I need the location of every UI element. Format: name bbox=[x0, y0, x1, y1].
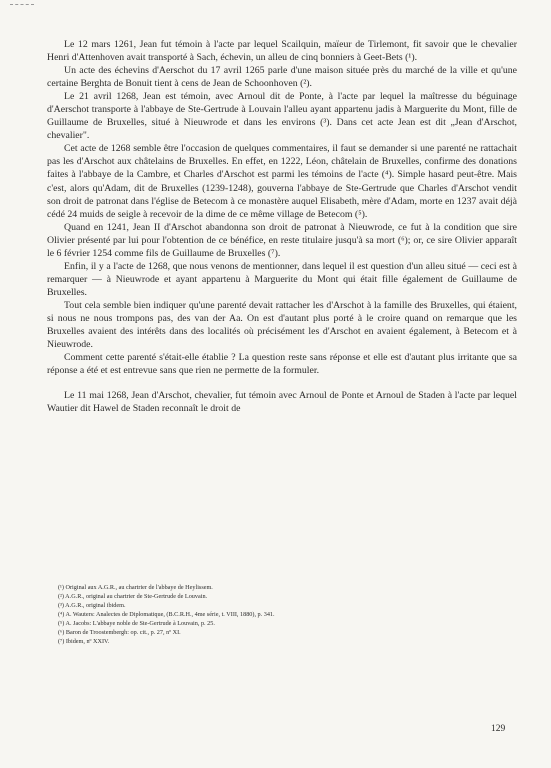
paragraph: Tout cela semble bien indiquer qu'une parenté devait rattacher les d'Arschot à la famille des Bruxelles, qui étaient, si nous ne nous trompons pas, des van der Aa. On est d'autant plus porté à le croire quand on remarque que les Bruxelles avaient des intérêts dans des localités où précisément les d'Arschot en avaient également, à Betecom et à Nieuwrode. bbox=[47, 299, 517, 351]
paragraph: Le 12 mars 1261, Jean fut témoin à l'acte par lequel Scailquin, maïeur de Tirlemont, fit savoir que le chevalier Henri d'Attenhoven avait transporté à Sach, échevin, un alleu de cinq bonniers à Geet-Bets (¹). bbox=[47, 39, 517, 64]
paragraph: Comment cette parenté s'était-elle établie ? La question reste sans réponse et elle est d'autant plus irritante que sa réponse a été et est entrevue sans que rien ne permette de la formuler. bbox=[47, 352, 517, 377]
paragraph: Un acte des échevins d'Aerschot du 17 avril 1265 parle d'une maison située près du marché de la ville et qu'une certaine Berghta de Bonuit tient à cens de Jean de Schoonhoven (²). bbox=[47, 65, 517, 90]
paragraph: Quand en 1241, Jean II d'Arschot abandonna son droit de patronat à Nieuwrode, ce fut à la condition que sire Olivier présenté par lui pour l'obtention de ce bénéfice, en reste titulaire jusqu'à sa mort (⁶); or, ce sire Olivier apparaît le 6 février 1254 comme fils de Guillaume de Bruxelles (⁷). bbox=[47, 221, 517, 259]
footnote: (⁶) Baron de Troostembergh: op. cit., p. 27, nº XI. bbox=[58, 629, 181, 637]
paragraph: Enfin, il y a l'acte de 1268, que nous venons de mentionner, dans lequel il est question d'un alleu situé — ceci est à remarquer — à Nieuwrode et ayant appartenu à Marguerite du Mont qui était fille également de Guillaume de Bruxelles. bbox=[47, 260, 517, 298]
footnote: (⁴) A. Wauters: Analectes de Diplomatique, (B.C.R.H., 4me série, t. VIII, 1880), p. 341. bbox=[58, 611, 275, 619]
footnote: (³) A.G.R., original ibidem. bbox=[58, 602, 126, 610]
footnote: (²) A.G.R., original au chartrier de Ste-Gertrude de Louvain. bbox=[58, 593, 208, 601]
paragraph: Cet acte de 1268 semble être l'occasion de quelques commentaires, il faut se demander si une parenté ne rattachait pas les d'Arschot aux châtelains de Bruxelles. En effet, en 1222, Léon, châtelain de Bruxelles, confirme des donations faites à l'abbaye de la Cambre, et Charles d'Arschot est parmi les témoins de l'acte (⁴). Simple hasard peut-être. Mais c'est, alors qu'Adam, dit de Bruxelles (1239-1248), gouverna l'abbaye de Ste-Gertrude que Charles d'Arschot vendit son droit de patronat dans l'église de Betecom à ce monastère auquel Elisabeth, mère d'Adam, morte en 1237 avait déjà cédé 24 muids de seigle à recevoir de la dime de ce même village de Betecom (⁵). bbox=[47, 143, 517, 220]
body-text bbox=[47, 38, 517, 415]
paragraph: Le 21 avril 1268, Jean est témoin, avec Arnoul dit de Ponte, à l'acte par lequel la maîtresse du béguinage d'Aerschot transporte à l'abbaye de Ste-Gertrude à Louvain l'alleu ayant appartenu jadis à Marguerite du Mont, fille de Guillaume de Bruxelles, situé à Nieuwrode et dans les environs (³). Dans cet acte Jean est dit „Jean d'Arschot, chevalier". bbox=[47, 91, 517, 142]
top-margin-mark bbox=[10, 4, 34, 5]
footnote: (¹) Original aux A.G.R., au chartrier de l'abbaye de Heylissem. bbox=[58, 584, 213, 591]
footnote: (⁵) A. Jacobs: L'abbaye noble de Ste-Gertrude à Louvain, p. 25. bbox=[58, 620, 215, 628]
footnotes bbox=[58, 583, 498, 646]
footnote: (⁷) Ibidem, nº XXIV. bbox=[58, 638, 110, 646]
page-number: 129 bbox=[491, 724, 506, 734]
paragraph: Le 11 mai 1268, Jean d'Arschot, chevalier, fut témoin avec Arnoul de Ponte et Arnoul de Staden à l'acte par lequel Wautier dit Hawel de Staden reconnaît le droit de bbox=[47, 390, 517, 415]
